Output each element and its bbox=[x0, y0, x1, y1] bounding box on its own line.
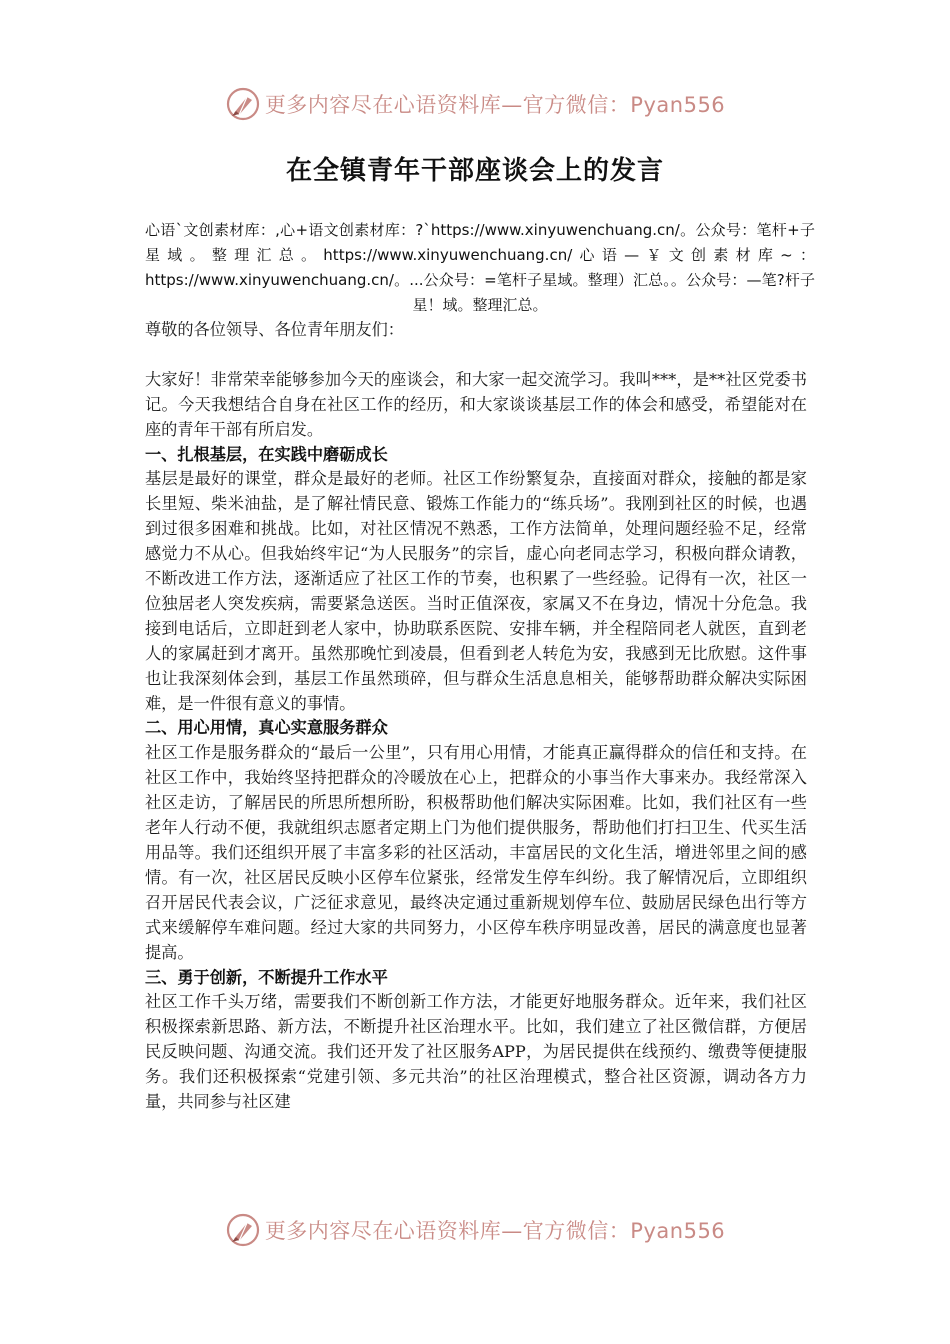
footer-banner bbox=[0, 1208, 950, 1252]
speech-body bbox=[145, 318, 807, 1115]
section-body-2: 社区工作是服务群众的“最后一公里”，只有用心用情，才能真正赢得群众的信任和支持。在社区工作中，我始终坚持把群众的冷暖放在心上，把群众的小事当作大事来办。我经常深入社区走访，了解居民的所思所想所盼，积极帮助他们解决实际困难。比如，我们社区有一些老年人行动不便，我就组织志愿者定期上门为他们提供服务，帮助他们打扫卫生、代买生活用品等。我们还组织开展了丰富多彩的社区活动，丰富居民的文化生活，增进邻里之间的感情。有一次，社区居民反映小区停车位紧张，经常发生停车纠纷。我了解情况后，立即组织召开居民代表会议，广泛征求意见，最终决定通过重新规划停车位、鼓励居民绿色出行等方式来缓解停车难问题。经过大家的共同努力，小区停车秩序明显改善，居民的满意度也显著提高。 bbox=[145, 743, 807, 962]
source-notice: 心语`文创素材库：,心+语文创素材库：?`https://www.xinyuwenchuang.cn/。公众号：笔杆+子星域。整理汇总。https://www.xinyuwenchuang.cn/心语—￥文创素材库~：https://www.xinyuwenchuang.cn/。...公众号：=笔杆子星域。整理）汇总。。公众号：—笔?杆子星！域。整理汇总。 bbox=[145, 221, 815, 314]
greeting: 尊敬的各位领导、各位青年朋友们： bbox=[145, 320, 404, 339]
pen-nib-logo-icon bbox=[225, 86, 261, 122]
section-body-1: 基层是最好的课堂，群众是最好的老师。社区工作纷繁复杂，直接面对群众，接触的都是家长里短、柴米油盐，是了解社情民意、锻炼工作能力的“练兵场”。我刚到社区的时候，也遇到过很多困难和挑战。比如，对社区情况不熟悉，工作方法简单，处理问题经验不足，经常感觉力不从心。但我始终牢记“为人民服务”的宗旨，虚心向老同志学习，积极向群众请教，不断改进工作方法，逐渐适应了社区工作的节奏，也积累了一些经验。记得有一次，社区一位独居老人突发疾病，需要紧急送医。当时正值深夜，家属又不在身边，情况十分危急。我接到电话后，立即赶到老人家中，协助联系医院、安排车辆，并全程陪同老人就医，直到老人的家属赶到才离开。虽然那晚忙到凌晨，但看到老人转危为安，我感到无比欣慰。这件事也让我深刻体会到，基层工作虽然琐碎，但与群众生活息息相关，能够帮助群众解决实际困难，是一件很有意义的事情。 bbox=[145, 469, 807, 713]
footer-banner-text: 更多内容尽在心语资料库—官方微信：Pyan556 bbox=[264, 1219, 726, 1243]
section-heading-3: 三、勇于创新，不断提升工作水平 bbox=[145, 967, 388, 987]
page-title: 在全镇青年干部座谈会上的发言 bbox=[285, 156, 664, 186]
header-banner bbox=[0, 82, 950, 126]
section-body-3: 社区工作千头万绪，需要我们不断创新工作方法，才能更好地服务群众。近年来，我们社区积极探索新思路、新方法，不断提升社区治理水平。比如，我们建立了社区微信群，方便居民反映问题、沟通交流。我们还开发了社区服务APP，为居民提供在线预约、缴费等便捷服务。我们还积极探索“党建引领、多元共治”的社区治理模式，整合社区资源，调动各方力量，共同参与社区建 bbox=[145, 992, 807, 1112]
intro-paragraph: 大家好！非常荣幸能够参加今天的座谈会，和大家一起交流学习。我叫***，是**社区党委书记。今天我想结合自身在社区工作的经历，和大家谈谈基层工作的体会和感受，希望能对在座的青年干部有所启发。 bbox=[145, 369, 807, 439]
section-heading-2: 二、用心用情，真心实意服务群众 bbox=[145, 718, 388, 738]
section-heading-1: 一、扎根基层，在实践中磨砺成长 bbox=[145, 444, 388, 464]
pen-nib-logo-icon bbox=[225, 1212, 261, 1248]
header-banner-text: 更多内容尽在心语资料库—官方微信：Pyan556 bbox=[264, 93, 726, 117]
